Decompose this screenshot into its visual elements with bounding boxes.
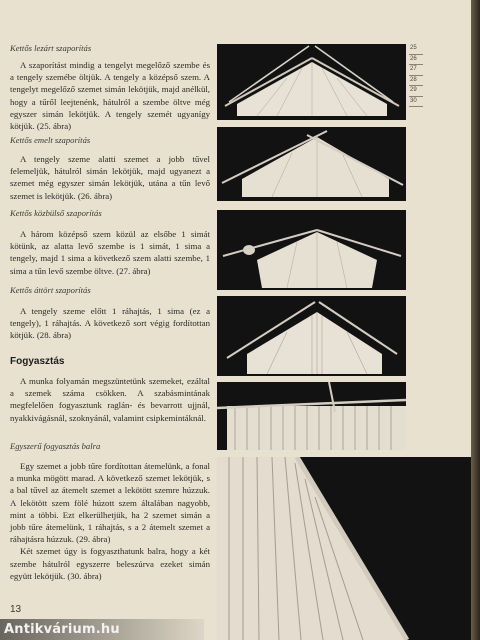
- figure-number: 27: [409, 65, 423, 76]
- figure-30-photo: [217, 457, 471, 640]
- section-kettos-kozbulso: [10, 208, 210, 277]
- section-heading: Egyszerű fogyasztás balra: [10, 441, 101, 451]
- section-heading: Kettős emelt szaporítás: [10, 135, 91, 145]
- figure-number: 26: [409, 55, 423, 66]
- paragraph: A tengely szeme alatti szemet a jobb tűvel felemeljük, hátulról simán lekötjük, majd ugyanezt a szemet még egyszer simán lekötjük, utána a tűn levő szemet is lekötjük. (26. ábra): [10, 154, 210, 201]
- section-heading: Kettős lezárt szaporítás: [10, 43, 92, 53]
- section-heading: Kettős áttört szaporítás: [10, 285, 91, 295]
- section-body: [10, 59, 210, 132]
- figure-28-photo: [217, 296, 406, 376]
- paragraph: A három középső szem közül az elsőbe 1 simát kötünk, az alatta levő szembe is 1 simát, 1 sima a tengely, majd 1 sima a következő szem alatti szembe, 1 sima a tűn levő szembe öltve. (27. ábra): [10, 229, 210, 276]
- figure-29-photo: [217, 382, 406, 450]
- section-body: [10, 460, 210, 582]
- figure-number: 29: [409, 86, 423, 97]
- figure-number-list: [409, 44, 423, 107]
- section-heading: Kettős közbülső szaporítás: [10, 208, 102, 218]
- figure-25-photo: [217, 44, 406, 120]
- paragraph: A szaporítást mindig a tengelyt megelőző szembe és a tengely szemébe öltjük. A tengely a középső szem. A tengelyt megelőző szemet simán lekötjük, majd anélkül, hogy a tűről leejtenénk, hátulról a szembe öltve még egyszer simán lekötjük. A tengely szemét ugyanígy kötjük. (25. ábra): [10, 60, 210, 132]
- page-number: 13: [10, 604, 22, 615]
- section-heading: Fogyasztás: [10, 356, 65, 367]
- paragraph: Két szemet úgy is fogyaszthatunk balra, hogy a két szembe hátulról egyszerre beleszúrva ezeket simán együtt lekötjük. (30. ábra): [10, 546, 210, 581]
- page-edge: [471, 0, 480, 640]
- figure-number: 28: [409, 76, 423, 87]
- section-body: [10, 228, 210, 277]
- section-egyszeru-fogyasztas: [10, 441, 210, 582]
- figure-number: 30: [409, 97, 423, 108]
- figure-number: 25: [409, 44, 423, 55]
- figure-27-photo: [217, 210, 406, 290]
- section-kettos-lezart: [10, 43, 210, 132]
- paragraph: A tengely szeme előtt 1 ráhajtás, 1 sima (ez a tengely), 1 ráhajtás. A következő sort végig fordítottan kötjük. (28. ábra): [10, 306, 210, 341]
- section-body: [10, 305, 210, 342]
- section-body: [10, 153, 210, 202]
- watermark: Antikvárium.hu: [0, 619, 204, 640]
- paragraph: A munka folyamán megszüntetünk szemeket, ezáltal a szemek száma csökken. A szabásmintának megfelelően fogyasztunk raglán- és bevarrott ujjnál, nyakkivágásnál, szoknyánál, valamint csipkemintáknál.: [10, 376, 210, 423]
- section-fogyasztas: [10, 356, 210, 424]
- section-kettos-attort: [10, 285, 210, 342]
- figure-26-photo: [217, 127, 406, 201]
- paragraph: Egy szemet a jobb tűre fordítottan átemelünk, a fonal a munka mögött marad. A következő szemet lekötjük, s a bal tűvel az átemelt szemet a lekötött szemre húzzuk. A lekötött szem fölé húzott szem általában nagyobb, mint a többi. Ezt elkerülhetjük, ha 2 szemet simán a jobb tűre átemelünk, 1 ráhajtás, s a 2 átemelt szemet a ráhajtásra húzzuk. (29. ábra): [10, 461, 210, 545]
- section-kettos-emelt: [10, 135, 210, 202]
- section-body: [10, 375, 210, 424]
